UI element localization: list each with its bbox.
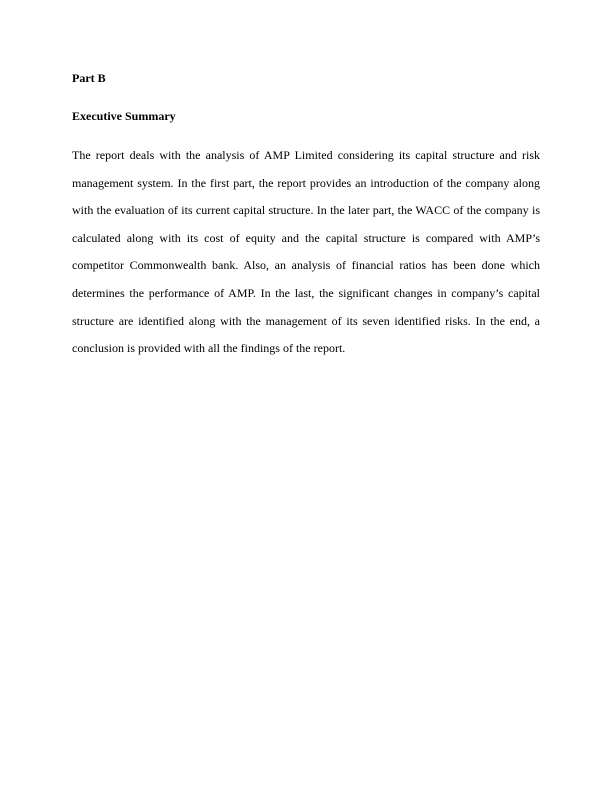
- section-heading: Executive Summary: [72, 109, 176, 123]
- executive-summary-paragraph: The report deals with the analysis of AMP Limited considering its capital structure and risk management system. In the first part, the report provides an introduction of the company along with the evaluation of its current capital structure. In the later part, the WACC of the company is calculated along with its cost of equity and the capital structure is compared with AMP’s competitor Commonwealth bank. Also, an analysis of financial ratios has been done which determines the performance of AMP. In the last, the significant changes in company’s capital structure are identified along with the management of its seven identified risks. In the end, a conclusion is provided with all the findings of the report.: [72, 148, 540, 356]
- part-heading: Part B: [72, 71, 106, 85]
